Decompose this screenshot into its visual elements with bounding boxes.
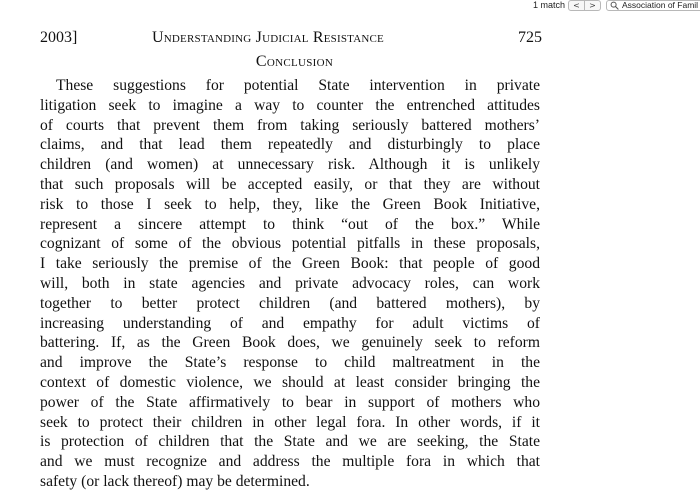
paragraph-line: power of the State affirmatively to bear in support of mothers who [40,393,540,411]
document-page [0,12,700,490]
paragraph-line: context of domestic violence, we should at least consider bringing the [40,373,540,391]
match-navigation [568,0,601,11]
paragraph-line: will, both in state agencies and private advocacy roles, can work [40,274,540,292]
paragraph-line: risk to those I seek to help, they, like the Green Book Initiative, [40,195,540,213]
section-title: Conclusion [255,53,334,70]
previous-match-button[interactable]: < [573,1,580,10]
paragraph-line: litigation seek to imagine a way to counter the entrenched attitudes [40,96,540,114]
paragraph-line: children (and women) at unnecessary risk. Although it is unlikely [40,156,540,174]
paragraph-line: represent a sincere attempt to think “out of the box.” While [40,215,540,233]
paragraph-line: safety (or lack thereof) may be determined. [40,472,310,490]
paragraph-line: These suggestions for potential State intervention in private [56,77,540,94]
paragraph-line: and we must recognize and address the multiple fora in which that [40,453,540,471]
paragraph-line: and improve the State’s response to child maltreatment in the [40,354,540,372]
match-count: 1 match [533,0,566,10]
search-input[interactable] [606,0,700,11]
paragraph-line: seek to protect their children in other legal fora. In other words, if it [40,413,540,431]
running-head [40,28,542,48]
find-bar [0,0,700,12]
paragraph-line: that such proposals will be accepted easily, or that they are without [40,175,540,193]
paragraph-line: increasing understanding of and empathy for adult victims of [40,314,540,332]
page-number: 725 [518,29,542,46]
header-year: 2003] [40,29,78,46]
header-title: Understanding Judicial Resistance [152,29,384,46]
paragraph-line: is protection of children that the State and we are seeking, the State [40,433,540,451]
next-match-button[interactable]: > [584,1,600,10]
paragraph-line: battering. If, as the Green Book does, we genuinely seek to reform [40,334,540,352]
body-paragraph [40,76,540,490]
paragraph-line: I take seriously the premise of the Green Book: that people of good [40,255,540,273]
paragraph-line: together to better protect children (and battered mothers), by [40,294,540,312]
paragraph-line: cognizant of some of the obvious potential pitfalls in these proposals, [40,235,540,253]
search-query: Association of Famil [622,0,699,10]
paragraph-line: of courts that prevent them from taking seriously battered mothers’ [40,116,540,134]
search-icon [610,1,619,10]
paragraph-line: claims, and that lead them repeatedly and disturbingly to place [40,136,540,154]
